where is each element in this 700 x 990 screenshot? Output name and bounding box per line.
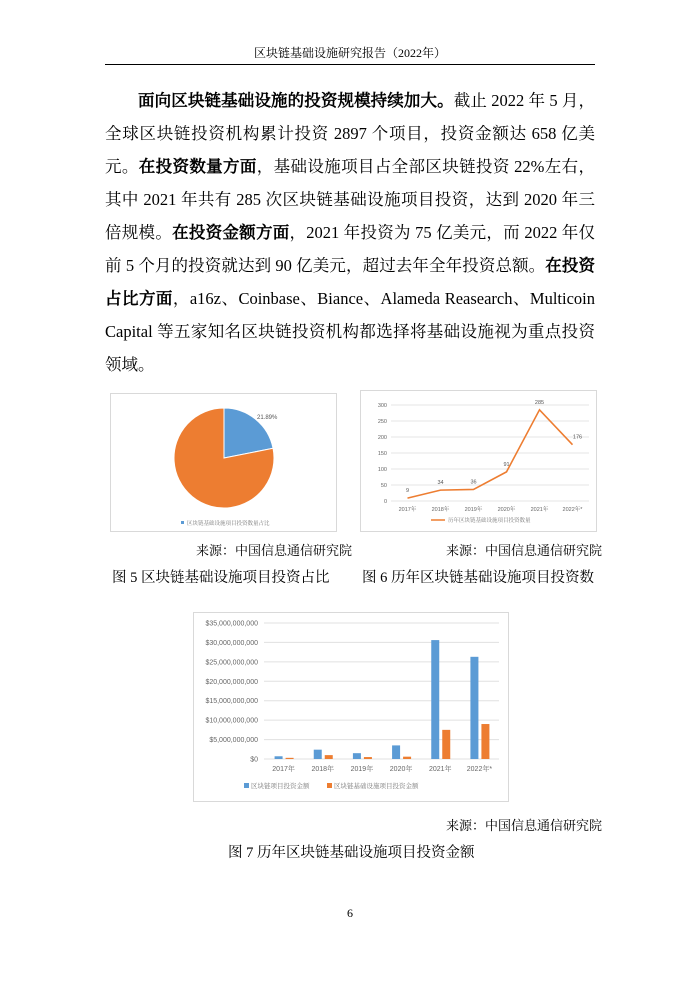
fig6-source: 来源：中国信息通信研究院 [446, 543, 603, 558]
bar [470, 657, 478, 759]
running-header: 区块链基础设施研究报告（2022年） [253, 46, 446, 60]
bar [481, 724, 489, 759]
x-tick-label: 2017年 [272, 766, 295, 773]
legend-label: 区块链项目投资金额 [251, 783, 310, 790]
y-tick-label: 50 [380, 483, 387, 489]
bar [275, 756, 283, 759]
fig5-source: 来源：中国信息通信研究院 [196, 543, 353, 558]
pie-chart-figure [110, 393, 337, 532]
bar [442, 730, 450, 759]
text-bold: 在投资金额方面 [172, 223, 290, 242]
text: 截止 2022 年 5 月，全球区块链投资机构累计投资 2897 个项目，投资金额达 658 亿美元。 [105, 91, 596, 176]
pie-data-label: 21.89% [257, 415, 278, 421]
legend-label: 区块链基础设施项目投资金额 [334, 783, 419, 790]
legend-label: 历年区块链基础设施项目投资数量 [448, 518, 531, 524]
legend-swatch [181, 521, 184, 524]
data-label: 34 [437, 480, 444, 487]
x-tick-label: 2017年 [398, 507, 417, 513]
text-bold: 在投资占比方面 [105, 256, 596, 308]
y-tick-label: 200 [377, 435, 387, 441]
text: ，2021 年投资为 75 亿美元，而 2022 年仅前 5 个月的投资就达到 90 亿美元，超过去年全年投资总额。 [105, 223, 596, 275]
data-label: 176 [572, 434, 583, 441]
y-tick-label: $20,000,000,000 [205, 678, 258, 686]
x-tick-label: 2022年* [466, 766, 493, 773]
y-tick-label: $25,000,000,000 [205, 659, 258, 667]
x-tick-label: 2019年 [464, 507, 483, 513]
data-label: 285 [534, 399, 545, 406]
x-tick-label: 2021年 [530, 507, 549, 513]
y-tick-label: $0 [250, 756, 258, 764]
bar [403, 757, 411, 759]
y-tick-label: $35,000,000,000 [205, 620, 258, 628]
fig7-caption: 图 7 历年区块链基础设施项目投资金额 [228, 845, 475, 861]
line-chart-figure [360, 390, 597, 532]
bar [392, 745, 400, 759]
text: ，基础设施项目占全部区块链投资 22%左右，其中 2021 年共有 285 次区块链基础设施项目投资，达到 2020 年三倍规模。 [105, 157, 596, 242]
x-tick-label: 2018年 [311, 766, 335, 773]
page-number: 6 [347, 906, 353, 920]
x-tick-label: 2018年 [431, 507, 450, 513]
text: ，a16z、Coinbase、Biance、Alameda Reasearch、Multicoin Capital 等五家知名区块链投资机构都选择将基础设施视为重点投资领域。 [105, 289, 596, 374]
fig7-source: 来源：中国信息通信研究院 [446, 818, 603, 833]
x-tick-label: 2019年 [350, 766, 374, 773]
y-tick-label: 0 [383, 499, 387, 505]
x-tick-label: 2020年 [389, 766, 413, 773]
data-label: 91 [503, 461, 510, 468]
pie-chart [111, 394, 336, 531]
bar [364, 757, 372, 759]
y-tick-label: 250 [377, 419, 387, 425]
fig5-caption: 图 5 区块链基础设施项目投资占比 [112, 570, 330, 586]
legend-swatch [327, 783, 332, 788]
bar [286, 758, 294, 759]
bar [325, 755, 333, 759]
y-tick-label: 100 [377, 467, 387, 473]
data-label: 9 [405, 488, 410, 495]
bar [353, 753, 361, 759]
x-tick-label: 2021年 [428, 766, 452, 773]
legend-label: 区块链基础设施项目投资数量占比 [187, 521, 270, 527]
data-label: 36 [470, 479, 477, 486]
header-rule [105, 64, 595, 65]
bar [314, 750, 322, 759]
bar-chart-figure [193, 612, 509, 802]
bar [431, 640, 439, 759]
x-tick-label: 2020年 [497, 507, 516, 513]
y-tick-label: $30,000,000,000 [205, 639, 258, 647]
line-chart [361, 391, 596, 531]
y-tick-label: $15,000,000,000 [205, 698, 258, 706]
y-tick-label: $5,000,000,000 [209, 737, 258, 745]
text-bold: 在投资数量方面 [138, 157, 257, 176]
x-tick-label: 2022年* [562, 507, 583, 513]
y-tick-label: 150 [377, 451, 387, 457]
text-bold: 面向区块链基础设施的投资规模持续加大。 [138, 91, 454, 110]
y-tick-label: $10,000,000,000 [205, 717, 258, 725]
legend-swatch [244, 783, 249, 788]
bar-chart [194, 613, 508, 801]
body-paragraph [105, 84, 595, 381]
y-tick-label: 300 [377, 403, 387, 409]
fig6-caption: 图 6 历年区块链基础设施项目投资数 [362, 570, 594, 586]
